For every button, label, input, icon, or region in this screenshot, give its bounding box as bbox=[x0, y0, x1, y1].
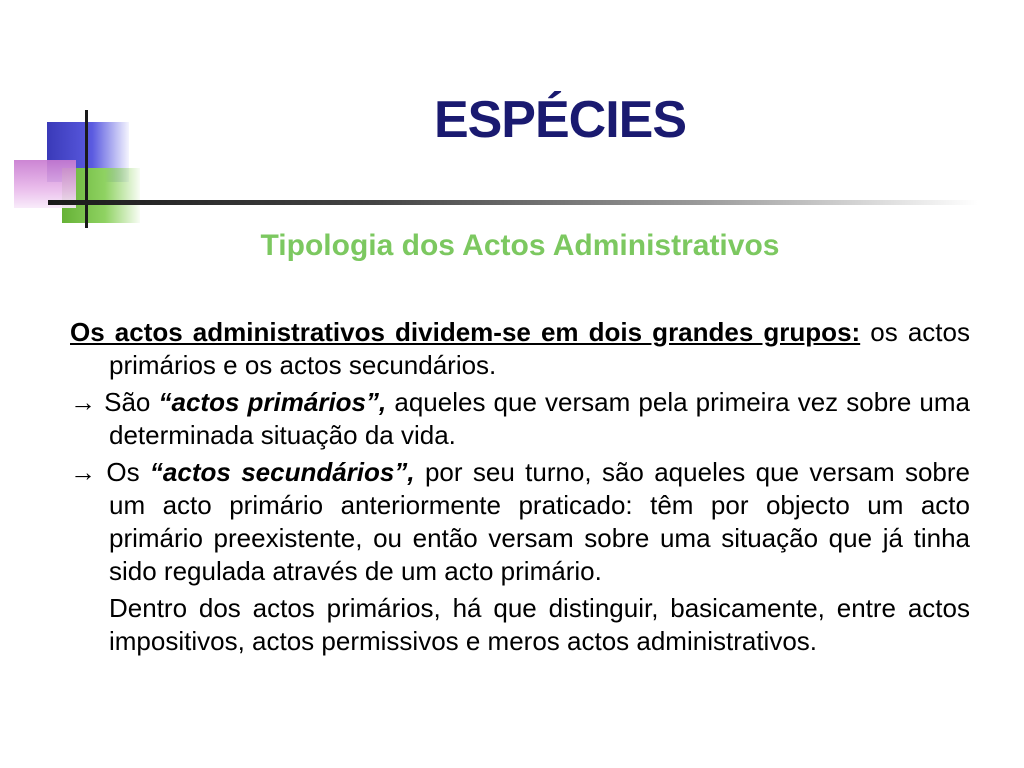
arrow-icon: → bbox=[70, 387, 96, 417]
paragraph-text: por seu turno, são aqueles que versam sobre um acto primário anteriormente praticado: têm por objecto um acto primário preexistente, ou então versam sobre uma situação que já tinha sido regulada através de um acto primário. bbox=[109, 457, 970, 586]
paragraph-groups bbox=[70, 316, 970, 382]
paragraph-lead: Os actos administrativos dividem-se em dois grandes grupos: bbox=[70, 317, 861, 347]
term-secondary-acts: “actos secundários”, bbox=[149, 457, 415, 487]
paragraph-primary-acts bbox=[70, 386, 970, 452]
paragraph-text: São bbox=[96, 387, 159, 417]
paragraph-text: os actos primários e os actos secundários. bbox=[109, 317, 970, 380]
horizontal-rule bbox=[48, 200, 978, 205]
paragraph-distinction: Dentro dos actos primários, há que distinguir, basicamente, entre actos impositivos, actos permissivos e meros actos administrativos. bbox=[109, 593, 970, 656]
paragraph-text: aqueles que versam pela primeira vez sobre uma determinada situação da vida. bbox=[109, 387, 970, 450]
slide-body bbox=[70, 316, 970, 658]
vertical-rule bbox=[85, 110, 88, 228]
slide-subtitle: Tipologia dos Actos Administrativos bbox=[260, 229, 780, 262]
paragraph-text: Os bbox=[96, 457, 150, 487]
arrow-icon: → bbox=[70, 457, 96, 487]
paragraph-secondary-acts bbox=[70, 456, 970, 588]
slide-title: ESPÉCIES bbox=[433, 91, 687, 149]
term-primary-acts: “actos primários”, bbox=[158, 387, 387, 417]
